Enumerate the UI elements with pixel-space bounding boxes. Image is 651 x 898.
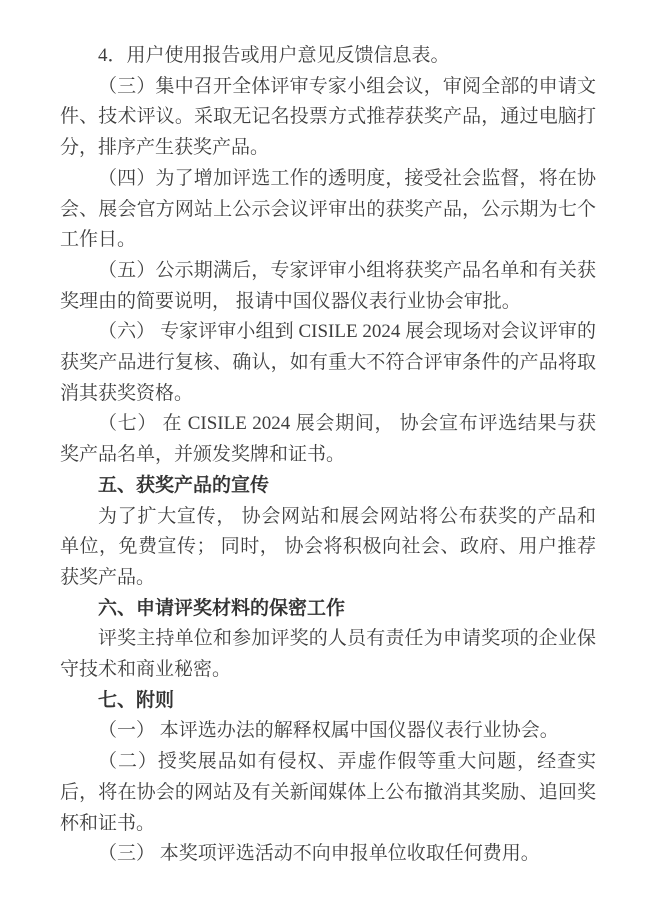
paragraph: 为了扩大宣传， 协会网站和展会网站将公布获奖的产品和单位，免费宣传； 同时， 协会将积极向社会、政府、用户推荐获奖产品。 — [60, 505, 596, 588]
paragraph: （二）授奖展品如有侵权、弄虚作假等重大问题，经查实后，将在协会的网站及有关新闻媒体上公布撤消其奖励、追回奖杯和证书。 — [60, 751, 596, 834]
paragraph: 评奖主持单位和参加评奖的人员有责任为申请奖项的企业保守技术和商业秘密。 — [60, 628, 596, 681]
document-content — [60, 41, 596, 870]
paragraph: （五）公示期满后，专家评审小组将获奖产品名单和有关获奖理由的简要说明， 报请中国仪器仪表行业协会审批。 — [60, 259, 596, 312]
section-heading: 六、申请评奖材料的保密工作 — [98, 597, 346, 619]
paragraph: 4．用户使用报告或用户意见反馈信息表。 — [98, 45, 450, 66]
paragraph: （三）集中召开全体评审专家小组会议，审阅全部的申请文件、技术评议。采取无记名投票方式推荐获奖产品，通过电脑打分，排序产生获奖产品。 — [60, 75, 596, 159]
section-heading: 七、附则 — [98, 689, 175, 711]
paragraph: （四）为了增加评选工作的透明度，接受社会监督，将在协会、展会官方网站上公示会议评审出的获奖产品，公示期为七个工作日。 — [60, 167, 596, 251]
section-heading: 五、获奖产品的宣传 — [98, 474, 270, 496]
paragraph: （七） 在 CISILE 2024 展会期间， 协会宣布评选结果与获奖产品名单，并颁发奖牌和证书。 — [60, 413, 596, 466]
paragraph: （六） 专家评审小组到 CISILE 2024 展会现场对会议评审的获奖产品进行复核、确认，如有重大不符合评审条件的产品将取消其获奖资格。 — [60, 321, 596, 404]
paragraph: （一） 本评选办法的解释权属中国仪器仪表行业协会。 — [98, 720, 559, 742]
paragraph: （三） 本奖项评选活动不向申报单位收取任何费用。 — [98, 843, 540, 865]
